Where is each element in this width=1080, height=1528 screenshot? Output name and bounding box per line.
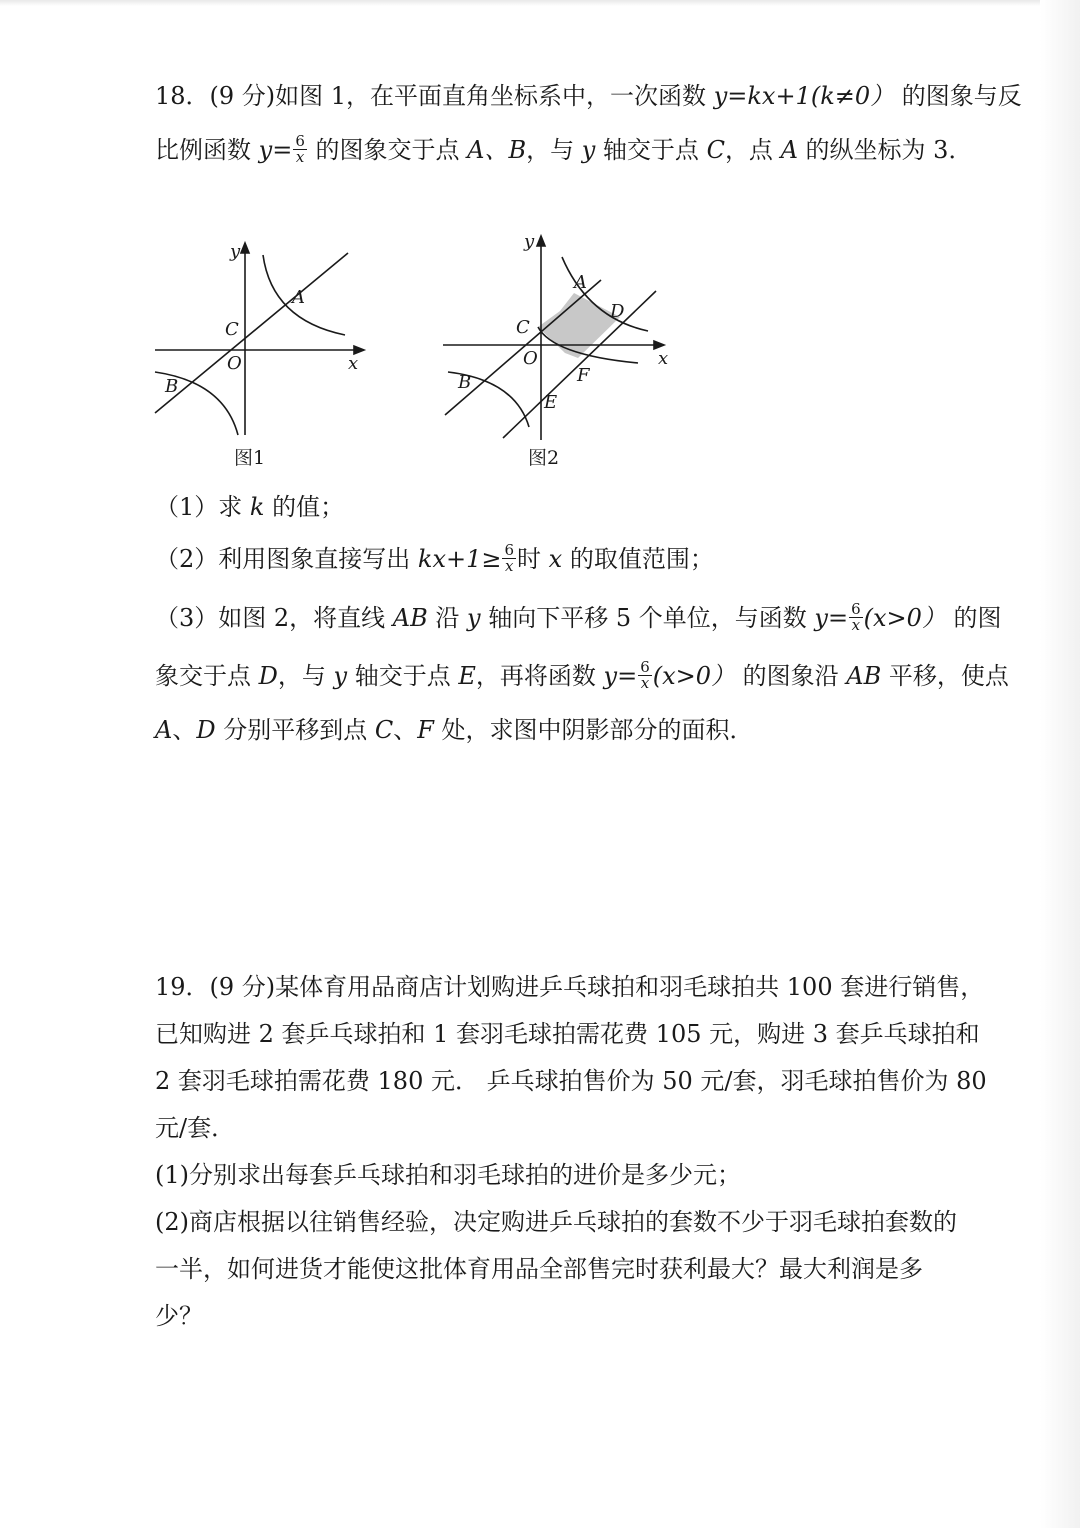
figure-2-graph: [438, 225, 678, 445]
q18-text: 的取值范围；: [562, 545, 714, 573]
axis-name: y: [467, 604, 481, 632]
q18-part-3-line-2: [155, 659, 1009, 693]
line-name: AB: [846, 662, 882, 690]
q18-intro-text: 18．(9 分)如图 1，在平面直角坐标系中，一次函数: [155, 82, 714, 110]
q18-text: ，与: [277, 662, 334, 690]
point-name: A: [155, 716, 173, 744]
linear-function: y=kx+1(k≠0）: [713, 82, 895, 110]
fraction-denominator: x: [640, 674, 650, 692]
q18-text: （3）如图 2，将直线: [155, 604, 393, 632]
point-b-label: B: [458, 372, 472, 393]
q18-text: 轴向下平移 5 个单位，与函数: [480, 604, 815, 632]
fraction-6-over-x: [293, 134, 307, 165]
q18-part-3-line-1: [155, 601, 1002, 635]
function-lhs: y=: [814, 604, 849, 632]
q19-part-2-line-2: 一半，如何进货才能使这批体育用品全部售完时获利最大？最大利润是多: [155, 1255, 923, 1283]
q18-text: ，点: [724, 136, 781, 164]
q18-text: 处，求图中阴影部分的面积．: [433, 716, 754, 744]
point-d-label: D: [610, 301, 625, 322]
q18-text: 比例函数: [155, 136, 259, 164]
q18-text: ，再将函数: [475, 662, 604, 690]
inverse-function-lhs: y=: [258, 136, 293, 164]
q18-text: 的图: [945, 604, 1002, 632]
point-c-label: C: [516, 317, 530, 338]
fraction-6-over-x: [849, 602, 863, 633]
q19-line-4: 元/套．: [155, 1114, 236, 1142]
y-axis-arrow: [241, 243, 249, 253]
q19-part-2-line-1: (2)商店根据以往销售经验，决定购进乒乓球拍的套数不少于羽毛球拍套数的: [155, 1208, 957, 1236]
q18-text: （2）利用图象直接写出: [155, 545, 418, 573]
point-name: C: [706, 136, 725, 164]
point-c-label: C: [225, 319, 239, 340]
q18-part-1: [155, 490, 344, 524]
fraction-denominator: x: [505, 557, 514, 575]
q19-part-2-line-3: 少？: [155, 1302, 203, 1330]
q18-text: 平移，使点: [881, 662, 1009, 690]
line-name: AB: [392, 604, 428, 632]
variable-x: x: [548, 545, 563, 573]
q18-line-2: [155, 133, 972, 167]
q18-text: 、: [393, 716, 418, 744]
shaded-region: [538, 293, 620, 358]
q18-text: 分别平移到点: [215, 716, 375, 744]
figure-1-graph: [150, 235, 380, 440]
y-axis-arrow: [537, 236, 545, 246]
q18-text: 时: [517, 545, 549, 573]
point-f-label: F: [577, 365, 590, 386]
point-names: A、B: [467, 136, 527, 164]
point-name: F: [417, 716, 434, 744]
q18-part-3-line-3: [155, 713, 754, 747]
point-e-label: E: [544, 392, 558, 413]
point-name: E: [458, 662, 476, 690]
q18-part-2: [155, 542, 714, 576]
page-top-shadow: [0, 0, 1080, 6]
q18-text: 象交于点: [155, 662, 259, 690]
axis-name: y: [581, 136, 596, 164]
q18-line-1: [155, 79, 1022, 113]
point-a-label: A: [292, 287, 305, 308]
fraction-denominator: x: [851, 616, 861, 634]
q18-text: ，与: [526, 136, 582, 164]
domain-condition: (x>0）: [863, 604, 946, 632]
fraction-6-over-x: [502, 543, 516, 574]
page-right-shadow: [1040, 0, 1080, 1528]
fraction-numerator: 6: [504, 541, 515, 559]
line-ab: [155, 253, 348, 413]
point-name: C: [374, 716, 394, 744]
axis-name: y: [333, 662, 348, 690]
point-name: D: [258, 662, 278, 690]
q18-text: 的值；: [264, 493, 345, 521]
q19-line-3: 2 套羽毛球拍需花费 180 元． 乒乓球拍售价为 50 元/套，羽毛球拍售价为 80: [155, 1067, 987, 1095]
q19-part-1: (1)分别求出每套乒乓球拍和羽毛球拍的进价是多少元；: [155, 1161, 741, 1189]
q18-text: （1）求: [155, 493, 250, 521]
fraction-6-over-x: [638, 660, 652, 691]
q18-text: 的图象交于点: [307, 136, 468, 164]
q18-text: 、: [172, 716, 197, 744]
fraction-numerator: 6: [640, 658, 650, 676]
q18-text: 沿: [427, 604, 468, 632]
q18-text: 的图象与反: [894, 82, 1022, 110]
fraction-numerator: 6: [851, 600, 861, 618]
fraction-denominator: x: [295, 148, 305, 166]
x-axis-label: x: [348, 353, 359, 374]
point-name: A: [780, 136, 798, 164]
function-lhs: y=: [603, 662, 638, 690]
q18-text: 轴交于点: [595, 136, 707, 164]
point-b-label: B: [165, 376, 179, 397]
q18-text: 的纵坐标为 3．: [797, 136, 973, 164]
q19-line-1: 19．(9 分)某体育用品商店计划购进乒乓球拍和羽毛球拍共 100 套进行销售，: [155, 973, 985, 1001]
q19-line-2: 已知购进 2 套乒乓球拍和 1 套羽毛球拍需花费 105 元，购进 3 套乒乓球拍和: [155, 1020, 980, 1048]
fraction-numerator: 6: [295, 132, 305, 150]
inequality-lhs: kx+1≥: [417, 545, 502, 573]
point-name: D: [196, 716, 216, 744]
y-axis-label: y: [230, 241, 241, 262]
q18-text: 的图象沿: [735, 662, 847, 690]
origin-label: O: [227, 353, 242, 374]
y-axis-label: y: [524, 231, 535, 252]
q18-text: 轴交于点: [347, 662, 459, 690]
figure-1-caption: 图1: [234, 447, 266, 469]
origin-label: O: [523, 348, 538, 369]
figure-2-caption: 图2: [528, 447, 560, 469]
domain-condition: (x>0）: [652, 662, 736, 690]
point-a-label: A: [574, 272, 587, 293]
variable-k: k: [249, 493, 265, 521]
x-axis-label: x: [658, 348, 669, 369]
